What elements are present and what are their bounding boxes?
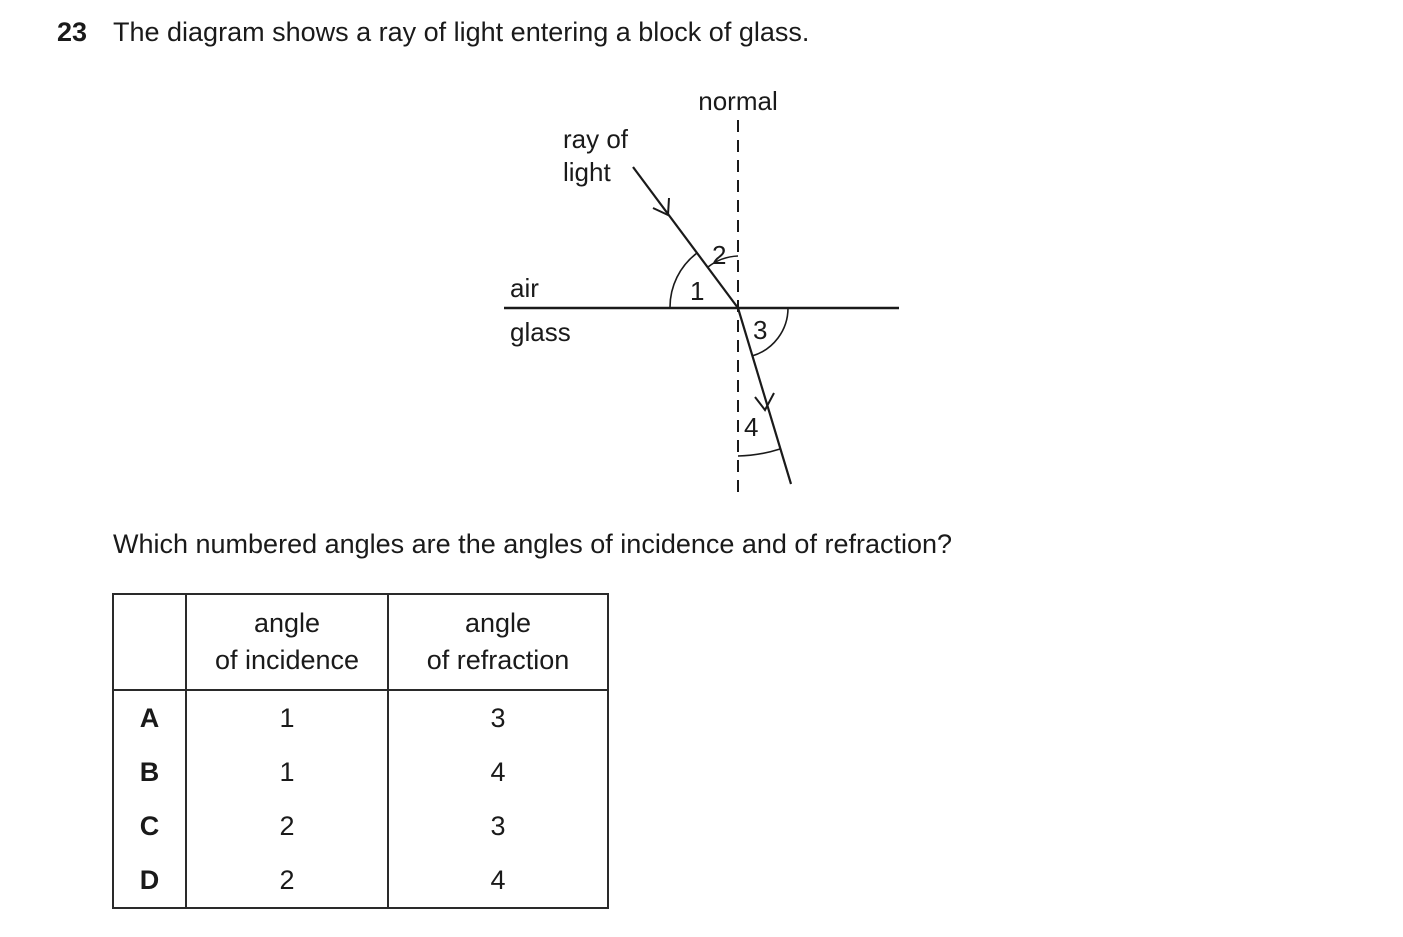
angle-label-1: 1 bbox=[690, 276, 705, 306]
option-incidence: 1 bbox=[186, 690, 388, 745]
header-refraction bbox=[388, 594, 608, 690]
option-key: B bbox=[113, 745, 186, 799]
header-refraction-line2: of refraction bbox=[426, 645, 570, 675]
air-label: air bbox=[510, 273, 539, 303]
option-incidence: 2 bbox=[186, 853, 388, 908]
table-row bbox=[113, 799, 608, 853]
option-incidence: 1 bbox=[186, 745, 388, 799]
angle-label-4: 4 bbox=[744, 412, 759, 442]
answer-options-table bbox=[112, 593, 609, 909]
angle-label-2: 2 bbox=[712, 240, 727, 270]
table-row bbox=[113, 745, 608, 799]
incident-ray bbox=[633, 167, 738, 308]
option-refraction: 3 bbox=[388, 799, 608, 853]
table-row bbox=[113, 690, 608, 745]
option-key: A bbox=[113, 690, 186, 745]
header-incidence bbox=[186, 594, 388, 690]
header-refraction-line1: angle bbox=[464, 608, 532, 638]
option-refraction: 4 bbox=[388, 853, 608, 908]
header-key-cell bbox=[113, 594, 186, 690]
angle-arc-4 bbox=[738, 449, 780, 456]
table-row bbox=[113, 853, 608, 908]
angle-label-3: 3 bbox=[753, 315, 768, 345]
normal-label: normal bbox=[698, 86, 778, 116]
option-incidence: 2 bbox=[186, 799, 388, 853]
header-incidence-line2: of incidence bbox=[214, 645, 360, 675]
option-key: D bbox=[113, 853, 186, 908]
question-prompt: Which numbered angles are the angles of incidence and of refraction? bbox=[113, 529, 953, 559]
option-refraction: 3 bbox=[388, 690, 608, 745]
question-number: 23 bbox=[57, 17, 88, 47]
option-refraction: 4 bbox=[388, 745, 608, 799]
table-header-row bbox=[113, 594, 608, 690]
header-incidence-line1: angle bbox=[253, 608, 321, 638]
ray-label-line2: light bbox=[563, 157, 611, 187]
question-text: The diagram shows a ray of light entering a block of glass. bbox=[113, 17, 810, 47]
ray-label-line1: ray of bbox=[563, 124, 629, 154]
option-key: C bbox=[113, 799, 186, 853]
glass-label: glass bbox=[510, 317, 571, 347]
